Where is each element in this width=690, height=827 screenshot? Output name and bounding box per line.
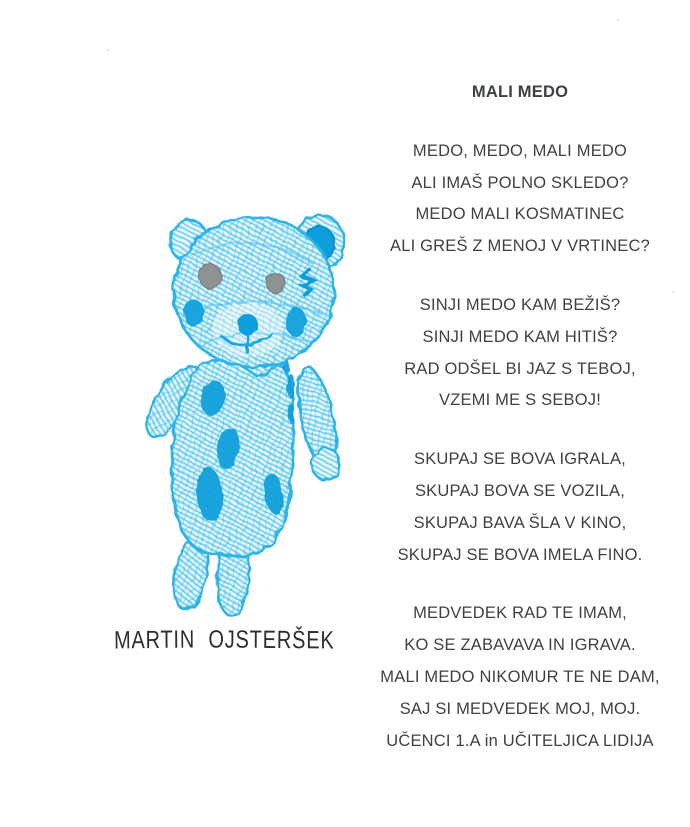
artist-signature (114, 626, 335, 655)
poem-line: SKUPAJ SE BOVA IGRALA, (414, 450, 626, 469)
poem-line: SINJI MEDO KAM HITIŠ? (422, 327, 618, 346)
poem-line: SINJI MEDO KAM BEŽIŠ? (419, 295, 621, 314)
poem-stanza (355, 444, 685, 571)
scan-speck (107, 49, 109, 51)
teddy-bear-drawing (98, 196, 388, 656)
poem-credit: UČENCI 1.A in UČITELJICA LIDIJA (386, 731, 654, 750)
poem-body (355, 136, 685, 726)
poem-line: KO SE ZABAVAVA IN IGRAVA. (404, 636, 636, 655)
signature-last-name: OJSTERŠEK (208, 625, 335, 655)
scan-speck (617, 19, 619, 21)
poem-line: VZEMI ME S SEBOJ! (438, 391, 601, 410)
poem-line: MALI MEDO NIKOMUR TE NE DAM, (380, 667, 660, 686)
poem-line: SAJ SI MEDVEDEK MOJ, MOJ. (399, 699, 641, 718)
poem-line: MEDO MALI KOSMATINEC (415, 205, 625, 224)
bear-right-arm (291, 364, 344, 480)
poem-title: MALI MEDO (471, 83, 569, 101)
bear-left-cheek-spot (184, 299, 204, 327)
signature-first-name: MARTIN (113, 625, 196, 655)
bear-right-eye (267, 273, 285, 293)
bear-right-cheek-spot (286, 307, 306, 337)
poem-line: MEDVEDEK RAD TE IMAM, (413, 604, 627, 623)
poem-line: MEDO, MEDO, MALI MEDO (412, 141, 628, 160)
poem-stanza (355, 598, 685, 725)
poem-column (355, 77, 685, 757)
poem-stanza (355, 290, 685, 417)
poem-stanza (355, 136, 685, 263)
bear-left-eye (199, 264, 221, 288)
poem-line: SKUPAJ BOVA SE VOZILA, (414, 481, 626, 500)
bear-torso (172, 351, 295, 555)
poem-line: SKUPAJ SE BOVA IMELA FINO. (397, 545, 643, 564)
poem-line: RAD ODŠEL BI JAZ S TEBOJ, (404, 359, 636, 378)
poem-line: ALI GREŠ Z MENOJ V VRTINEC? (390, 237, 650, 256)
poem-line: ALI IMAŠ POLNO SKLEDO? (411, 173, 629, 192)
scan-speck (672, 291, 674, 293)
poem-line: SKUPAJ BAVA ŠLA V KINO, (413, 513, 627, 532)
